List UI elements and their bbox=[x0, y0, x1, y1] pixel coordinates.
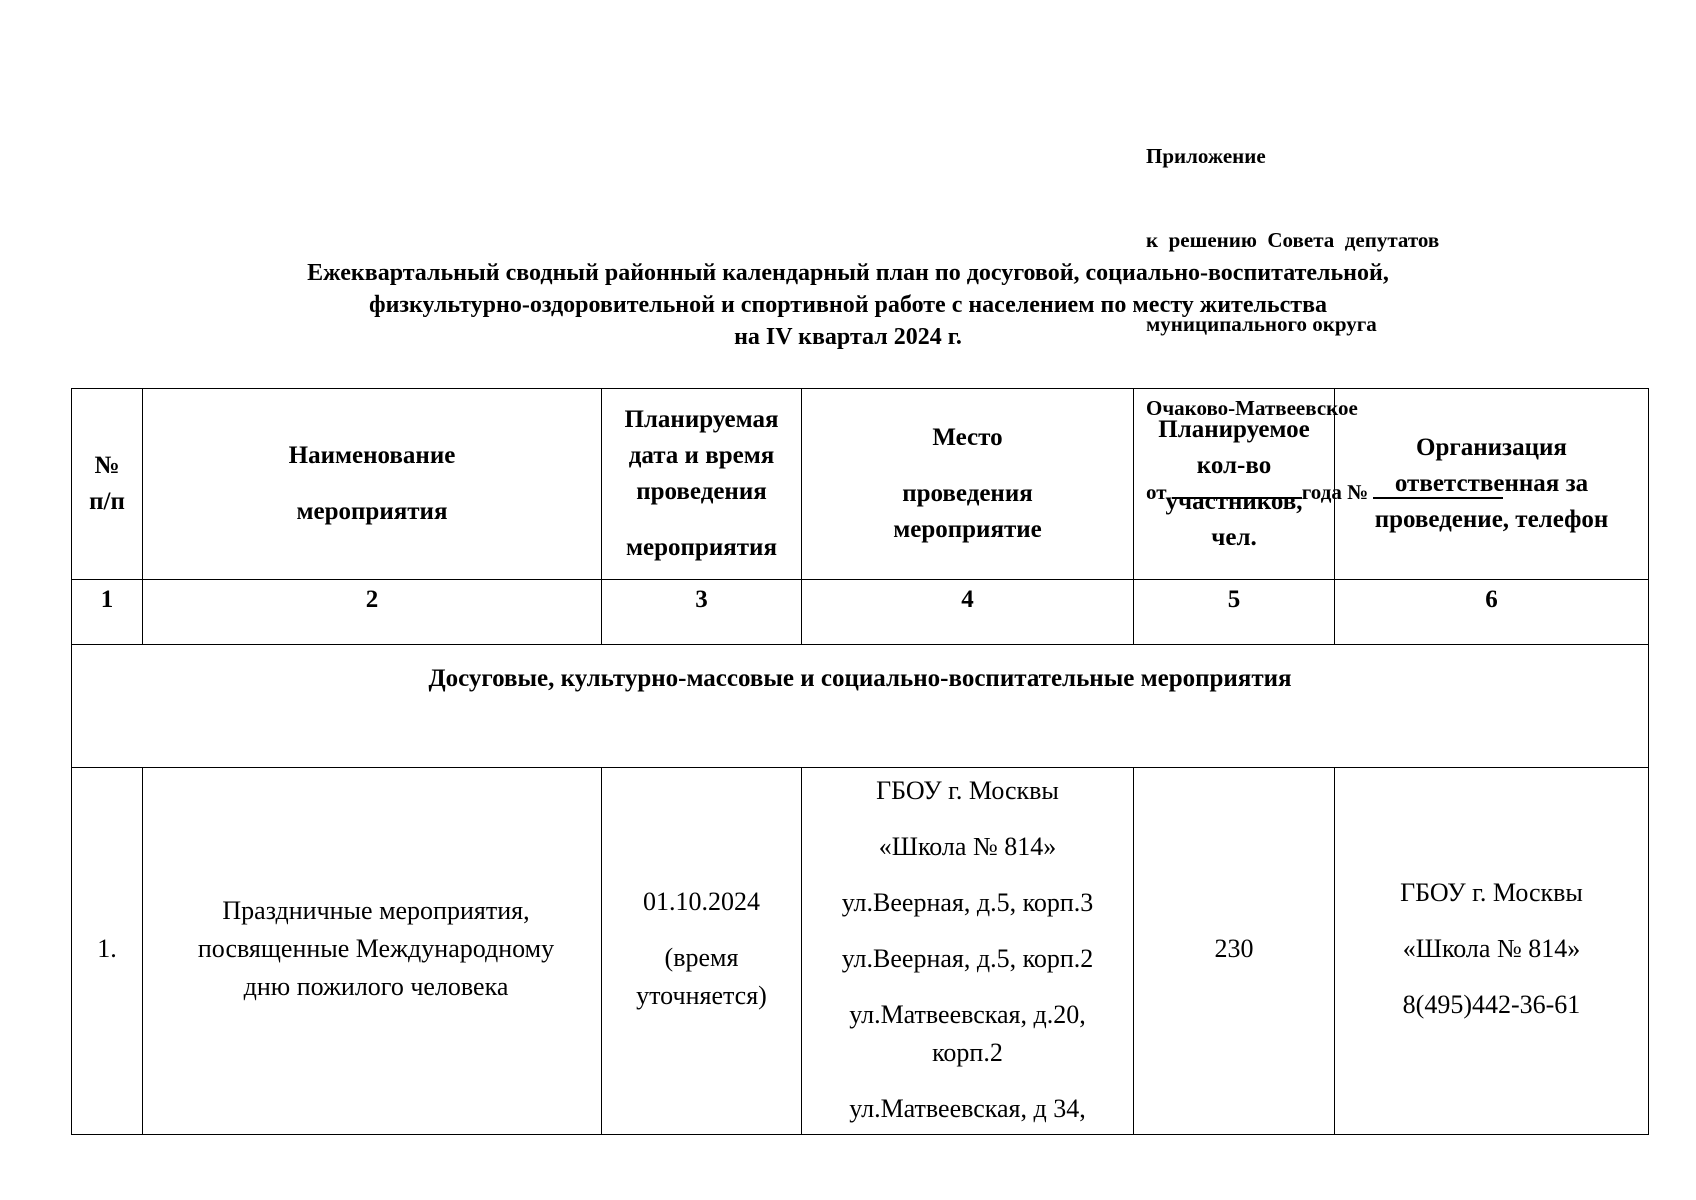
header-text: Место bbox=[932, 424, 1003, 451]
header-text: проведения bbox=[902, 480, 1033, 507]
plan-table bbox=[71, 388, 1649, 1135]
event-place-line: ул.Матвеевская, д 34, bbox=[849, 1094, 1086, 1123]
row-number: 1. bbox=[97, 934, 117, 963]
header-date bbox=[602, 389, 802, 580]
header-text: мероприятие bbox=[893, 516, 1042, 543]
event-name-line: Праздничные мероприятия, bbox=[222, 896, 530, 925]
header-text: Планируемая bbox=[624, 406, 779, 433]
document-title bbox=[0, 257, 1696, 353]
appendix-line: к решению Совета депутатов bbox=[1146, 228, 1440, 252]
header-text: дата и время bbox=[628, 442, 775, 469]
organization-cell bbox=[1335, 768, 1649, 1135]
header-text: проведения bbox=[636, 478, 767, 505]
event-place-line: корп.2 bbox=[932, 1038, 1003, 1067]
header-text: Наименование bbox=[288, 442, 456, 469]
participants-count: 230 bbox=[1214, 934, 1254, 963]
appendix-line: Приложение bbox=[1146, 144, 1266, 168]
column-number: 6 bbox=[1335, 580, 1649, 645]
column-number: 1 bbox=[72, 580, 143, 645]
appendix-from-label: от bbox=[1146, 480, 1167, 504]
appendix-line: муниципального округа bbox=[1146, 312, 1377, 336]
section-title: Досуговые, культурно-массовые и социально-воспитательные мероприятия bbox=[72, 645, 1649, 768]
appendix-year-label: года № bbox=[1301, 480, 1369, 504]
column-number: 3 bbox=[602, 580, 802, 645]
title-line: физкультурно-оздоровительной и спортивной работе с населением по месту жительства bbox=[368, 292, 1328, 318]
event-name-cell bbox=[143, 768, 602, 1135]
row-number-cell bbox=[72, 768, 143, 1135]
header-place bbox=[802, 389, 1134, 580]
event-time-line: уточняется) bbox=[636, 981, 767, 1010]
header-name bbox=[143, 389, 602, 580]
header-organization bbox=[1335, 389, 1649, 580]
event-place-line: ул.Матвеевская, д.20, bbox=[849, 1000, 1086, 1029]
header-text: кол-во bbox=[1196, 452, 1272, 479]
table-header-row bbox=[72, 389, 1649, 580]
event-place-line: ул.Веерная, д.5, корп.2 bbox=[841, 944, 1094, 973]
appendix-line: Очаково-Матвеевское bbox=[1146, 396, 1358, 420]
event-time-line: (время bbox=[664, 943, 739, 972]
header-num bbox=[72, 389, 143, 580]
header-text: № bbox=[94, 452, 120, 479]
header-text: ответственная за bbox=[1394, 470, 1589, 497]
event-date-cell bbox=[602, 768, 802, 1135]
column-number: 4 bbox=[802, 580, 1134, 645]
organization-phone: 8(495)442-36-61 bbox=[1402, 990, 1581, 1019]
table-row bbox=[72, 768, 1649, 1135]
column-number-row bbox=[72, 580, 1649, 645]
organization-line: ГБОУ г. Москвы bbox=[1400, 878, 1583, 907]
header-text: п/п bbox=[89, 488, 125, 515]
event-place-line: ГБОУ г. Москвы bbox=[876, 776, 1059, 805]
event-place-line: ул.Веерная, д.5, корп.3 bbox=[841, 888, 1094, 917]
column-number: 5 bbox=[1134, 580, 1335, 645]
organization-line: «Школа № 814» bbox=[1402, 934, 1581, 963]
header-text: проведение, телефон bbox=[1374, 506, 1609, 533]
header-participants bbox=[1134, 389, 1335, 580]
title-line: Ежеквартальный сводный районный календарный план по досуговой, социально-воспитательной, bbox=[307, 260, 1389, 286]
event-name-line: дню пожилого человека bbox=[243, 972, 509, 1001]
header-text: Планируемое bbox=[1158, 416, 1310, 443]
header-text: мероприятия bbox=[296, 498, 448, 525]
event-place-cell bbox=[802, 768, 1134, 1135]
participants-cell bbox=[1134, 768, 1335, 1135]
header-text: участников, bbox=[1165, 488, 1303, 515]
header-text: чел. bbox=[1211, 524, 1257, 551]
event-place-line: «Школа № 814» bbox=[878, 832, 1057, 861]
section-row bbox=[72, 645, 1649, 768]
title-line: на IV квартал 2024 г. bbox=[734, 324, 962, 350]
header-text: Организация bbox=[1416, 434, 1567, 461]
column-number: 2 bbox=[143, 580, 602, 645]
header-text: мероприятия bbox=[626, 534, 777, 561]
event-name-line: посвященные Международному bbox=[197, 934, 555, 963]
event-date: 01.10.2024 bbox=[643, 887, 760, 916]
